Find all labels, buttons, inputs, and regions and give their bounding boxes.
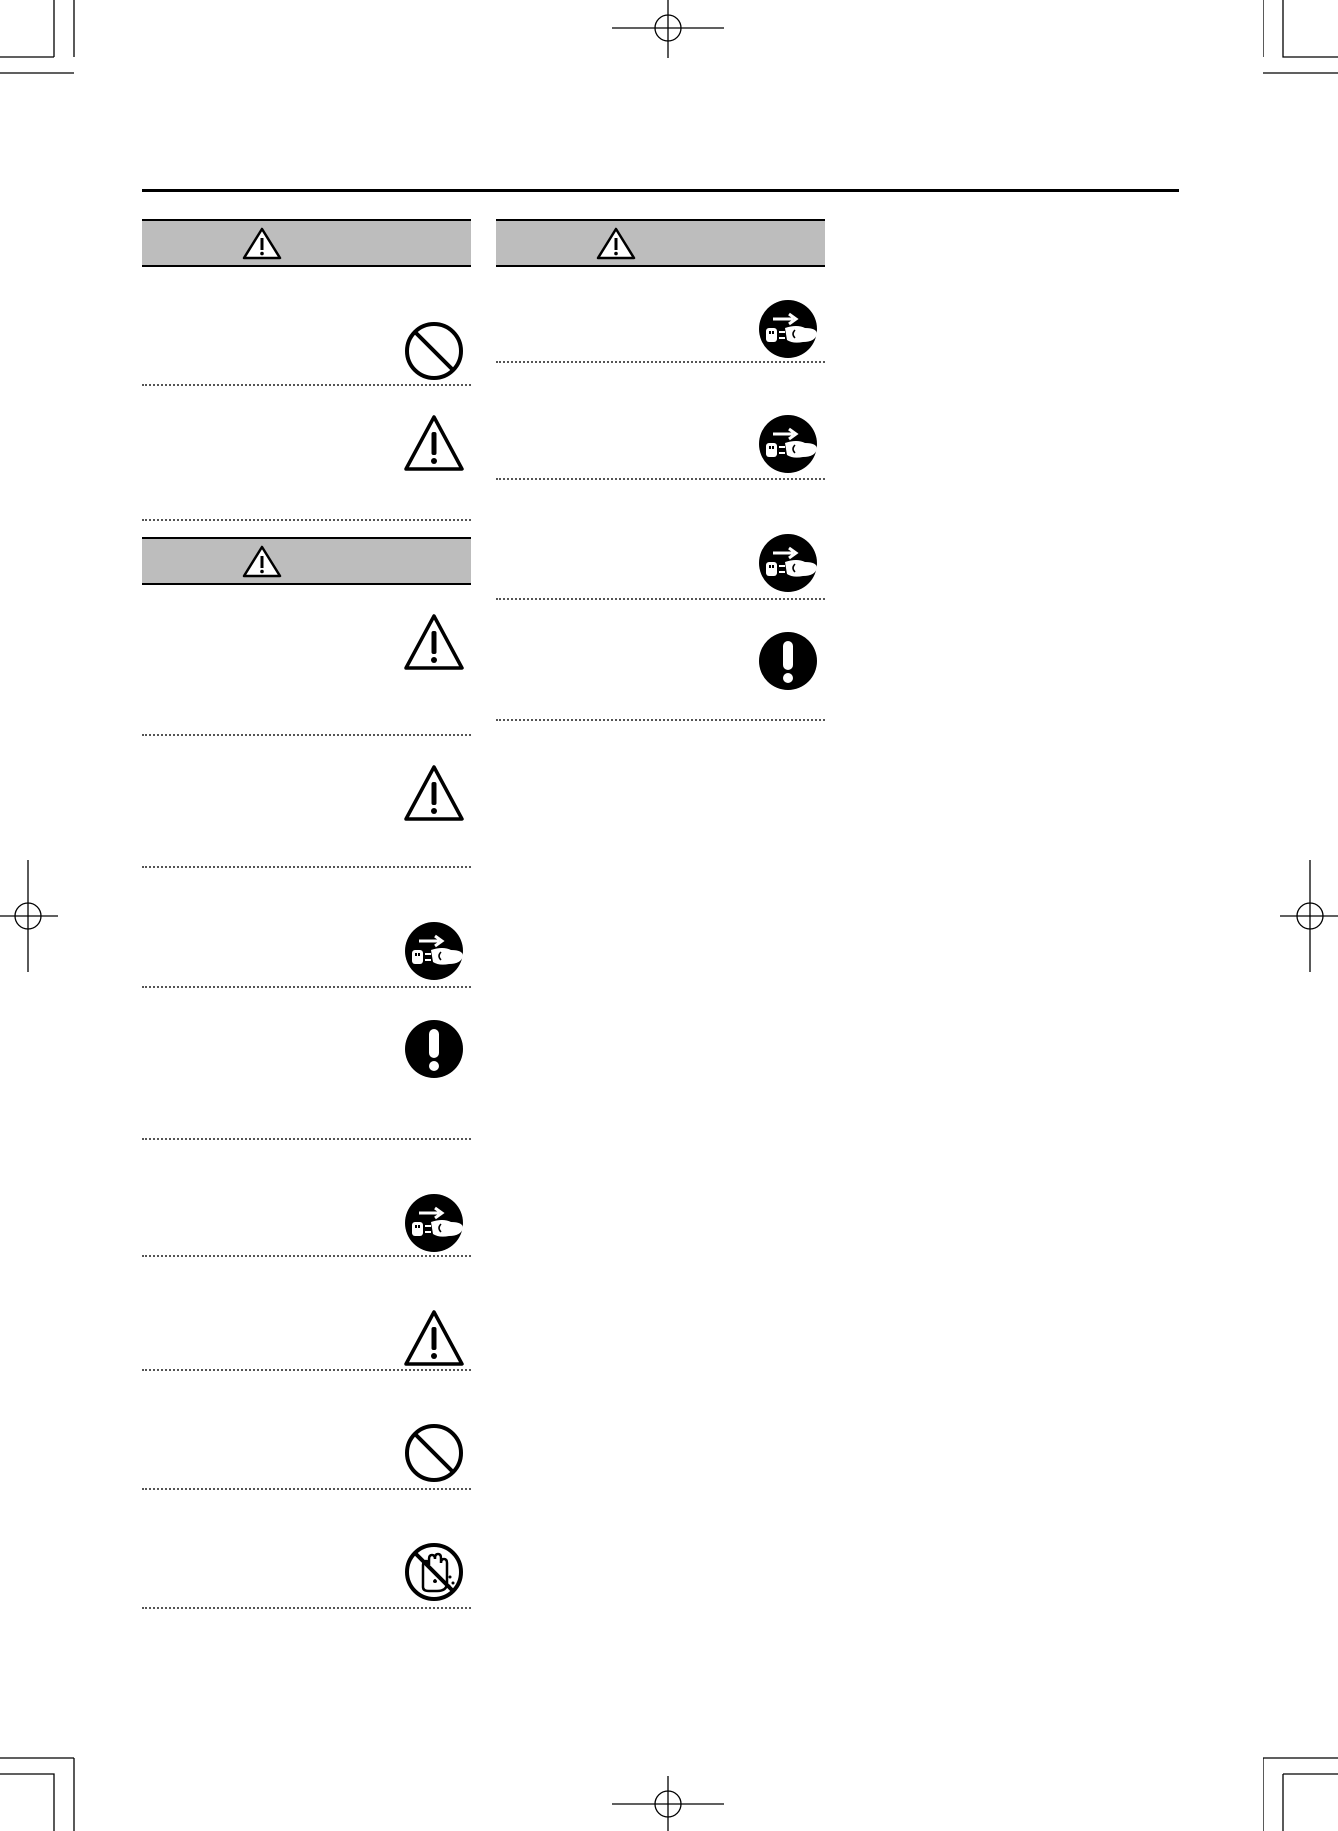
caution-triangle-icon <box>403 1308 465 1370</box>
no-wet-hands-icon <box>403 1541 465 1603</box>
warning-triangle-icon <box>242 545 282 579</box>
caution-triangle-icon <box>403 413 465 475</box>
entry-separator <box>496 478 825 480</box>
crop-mark-bottom-left <box>0 1756 75 1831</box>
crop-mark-top-right <box>1263 0 1338 75</box>
caution-triangle-icon <box>403 612 465 674</box>
entry-separator <box>496 361 825 363</box>
unplug-icon <box>757 413 819 475</box>
prohibited-icon <box>403 1422 465 1484</box>
mandatory-action-icon <box>403 1018 465 1080</box>
prohibited-icon <box>403 320 465 382</box>
unplug-icon <box>403 1192 465 1254</box>
entry-separator <box>496 598 825 600</box>
entry-separator <box>142 519 471 521</box>
unplug-icon <box>403 920 465 982</box>
entry-separator <box>142 734 471 736</box>
unplug-icon <box>757 532 819 594</box>
entry-separator <box>496 719 825 721</box>
header-rule <box>142 189 1179 192</box>
warning-triangle-icon <box>596 227 636 261</box>
entry-separator <box>142 866 471 868</box>
caution-section-header <box>142 537 471 585</box>
crop-mark-bottom-right <box>1263 1756 1338 1831</box>
entry-separator <box>142 1138 471 1140</box>
entry-separator <box>142 1607 471 1609</box>
unplug-icon <box>757 298 819 360</box>
registration-mark-bottom <box>612 1776 724 1831</box>
caution-section-header <box>496 219 825 267</box>
registration-mark-top <box>612 0 724 58</box>
crop-mark-top-left <box>0 0 75 75</box>
entry-separator <box>142 1488 471 1490</box>
entry-separator <box>142 986 471 988</box>
registration-mark-right <box>1280 860 1338 972</box>
warning-triangle-icon <box>242 227 282 261</box>
registration-mark-left <box>0 860 58 972</box>
warning-section-header <box>142 219 471 267</box>
mandatory-action-icon <box>757 630 819 692</box>
caution-triangle-icon <box>403 763 465 825</box>
entry-separator <box>142 384 471 386</box>
entry-separator <box>142 1369 471 1371</box>
entry-separator <box>142 1255 471 1257</box>
